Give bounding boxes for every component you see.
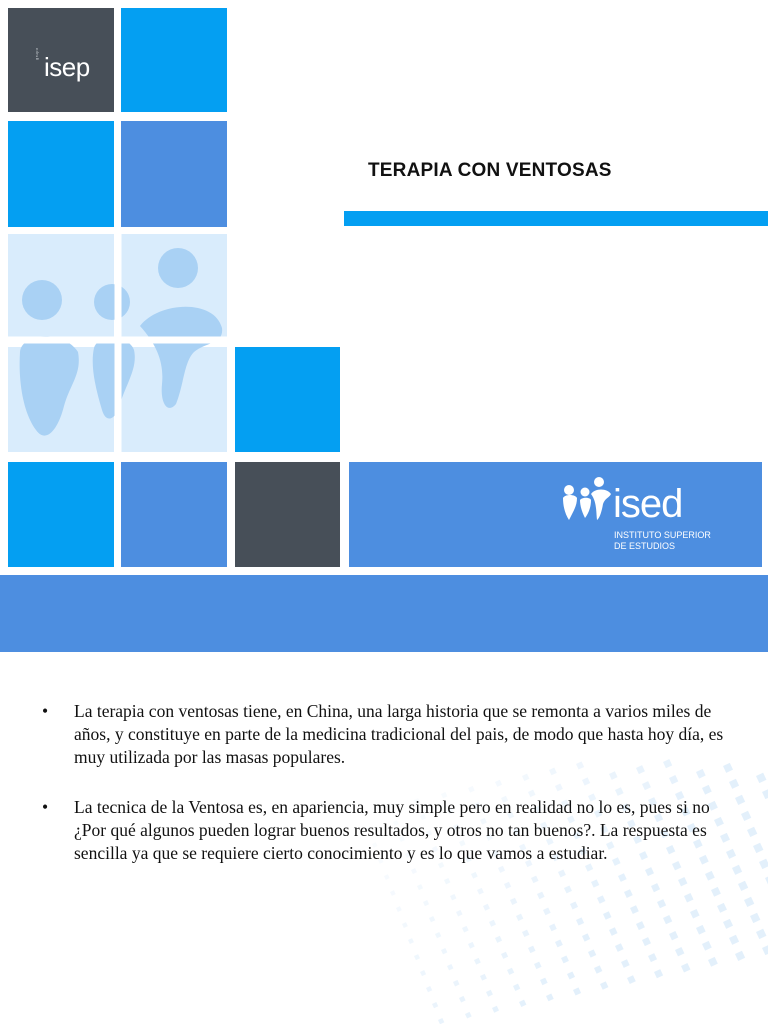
title-underline-bar	[344, 211, 768, 226]
bullet-marker: •	[42, 797, 49, 817]
bullet-marker: •	[42, 701, 49, 721]
isep-logo-small-text: grupo	[34, 47, 39, 60]
ised-logo-subtitle	[614, 530, 711, 552]
grid-tile	[8, 462, 114, 567]
isep-logo-wordmark: isep	[44, 52, 90, 82]
bullet-text: La terapia con ventosas tiene, en China, una larga historia que se remonta a varios miles de años, y constituye en parte de la medicina tradicional del pais, de modo que hasta hoy día, es muy utilizada por las masas populares.	[74, 701, 724, 767]
isep-logo	[8, 8, 114, 112]
bullet-item	[42, 796, 732, 865]
ised-subtitle-line: DE ESTUDIOS	[614, 541, 676, 551]
ised-subtitle-line: INSTITUTO SUPERIOR	[614, 530, 711, 540]
bullet-text: La tecnica de la Ventosa es, en apariencia, muy simple pero en realidad no lo es, pues si no ¿Por qué algunos pueden lograr buenos resultados, y otros no tan buenos?. La respuesta es sencilla ya que se requiere cierto conocimiento y es lo que vamos a estudiar.	[74, 797, 710, 863]
grid-tile	[8, 121, 114, 227]
ised-logo-wordmark: ised	[613, 482, 683, 526]
grid-tile	[235, 347, 340, 452]
people-figures-illustration	[8, 234, 227, 452]
slide-title: TERAPIA CON VENTOSAS	[368, 160, 612, 181]
grid-tile	[121, 8, 227, 112]
ised-people-icon	[561, 476, 613, 524]
bullet-list	[42, 700, 732, 892]
grid-tile	[121, 462, 227, 567]
bullet-item	[42, 700, 732, 769]
grid-tile	[235, 462, 340, 567]
grid-tile	[121, 121, 227, 227]
header-band	[0, 575, 768, 652]
ised-logo-banner	[349, 462, 762, 567]
